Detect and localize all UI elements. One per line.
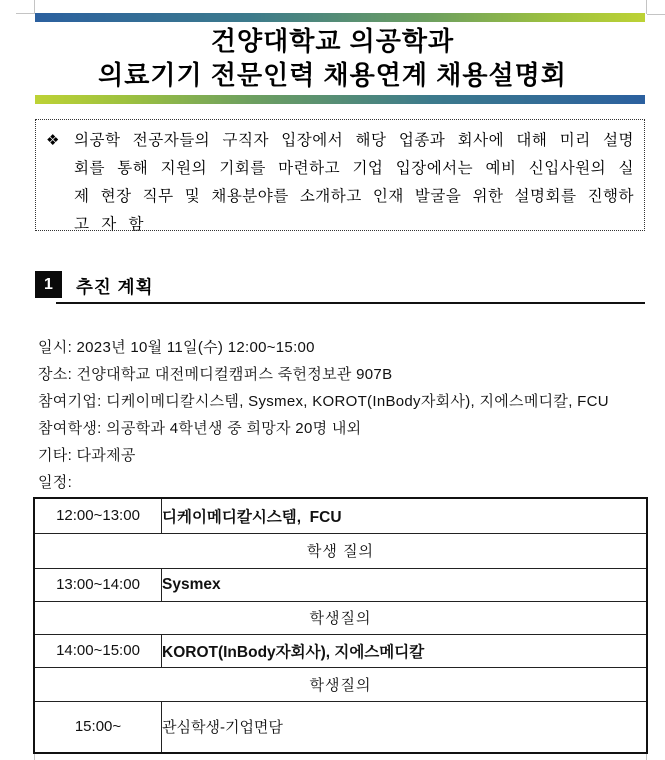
detail-students: 참여학생: 의공학과 4학년생 중 희망자 20명 내외 [38,420,362,437]
time-cell: 15:00~ [34,701,162,753]
intro-text-line: 제 현장 직무 및 채용분야를 소개하고 인재 발굴을 위한 설명회를 진행하 [74,188,634,205]
session-cell: KOROT(InBody자회사), 지에스메디칼 [162,634,648,667]
intro-text-line: 회를 통해 지원의 기회를 마련하고 기업 입장에서는 예비 신입사원의 실 [74,160,634,177]
detail-companies: 참여기업: 디케이메디칼시스템, Sysmex, KOROT(InBody자회사), 지에스메디칼, FCU [38,393,609,410]
student-qa-cell: 학생질의 [34,601,647,634]
student-qa-cell: 학생 질의 [34,533,647,568]
crop-mark-top-left [16,13,34,14]
time-cell: 12:00~13:00 [34,498,162,533]
table-row [34,701,647,753]
document-title-line2: 의료기기 전문인력 채용연계 채용설명회 [98,60,567,90]
session-cell: 관심학생-기업면담 [162,701,648,753]
table-row [34,601,647,634]
detail-schedule-label: 일정: [38,474,73,491]
intro-summary-box [35,119,645,231]
crop-mark-bottom-right [646,753,647,760]
intro-text-line: 고 자 함 [74,216,148,233]
crop-mark-bottom-left [34,753,35,760]
diamond-bullet-icon: ❖ [46,132,60,149]
title-gradient-rule [35,95,645,104]
session-cell: 디케이메디칼시스템, FCU [162,498,648,533]
session-cell: Sysmex [162,568,648,601]
table-row [34,667,647,701]
time-cell: 14:00~15:00 [34,634,162,667]
section-number-badge: 1 [35,271,62,298]
detail-location: 장소: 건양대학교 대전메디컬캠퍼스 죽헌정보관 907B [38,366,393,383]
event-details [38,334,653,496]
table-row [34,568,647,601]
table-row [34,533,647,568]
crop-mark-top-left-vertical [34,0,35,14]
section-title: 추진 계획 [76,277,154,297]
detail-datetime: 일시: 2023년 10월 11일(수) 12:00~15:00 [38,339,315,356]
intro-text-line: 의공학 전공자들의 구직자 입장에서 해당 업종과 회사에 대해 미리 설명 [74,132,634,149]
crop-mark-top-right-vertical [646,0,647,14]
schedule-table [33,497,648,754]
detail-etc: 기타: 다과제공 [38,447,136,464]
table-row [34,498,647,533]
header-gradient-rule [35,13,645,22]
table-row [34,634,647,667]
document-title-line1: 건양대학교 의공학과 [210,26,455,56]
crop-mark-top-right [647,14,665,15]
student-qa-cell: 학생질의 [34,667,647,701]
section-underline [56,302,645,304]
time-cell: 13:00~14:00 [34,568,162,601]
